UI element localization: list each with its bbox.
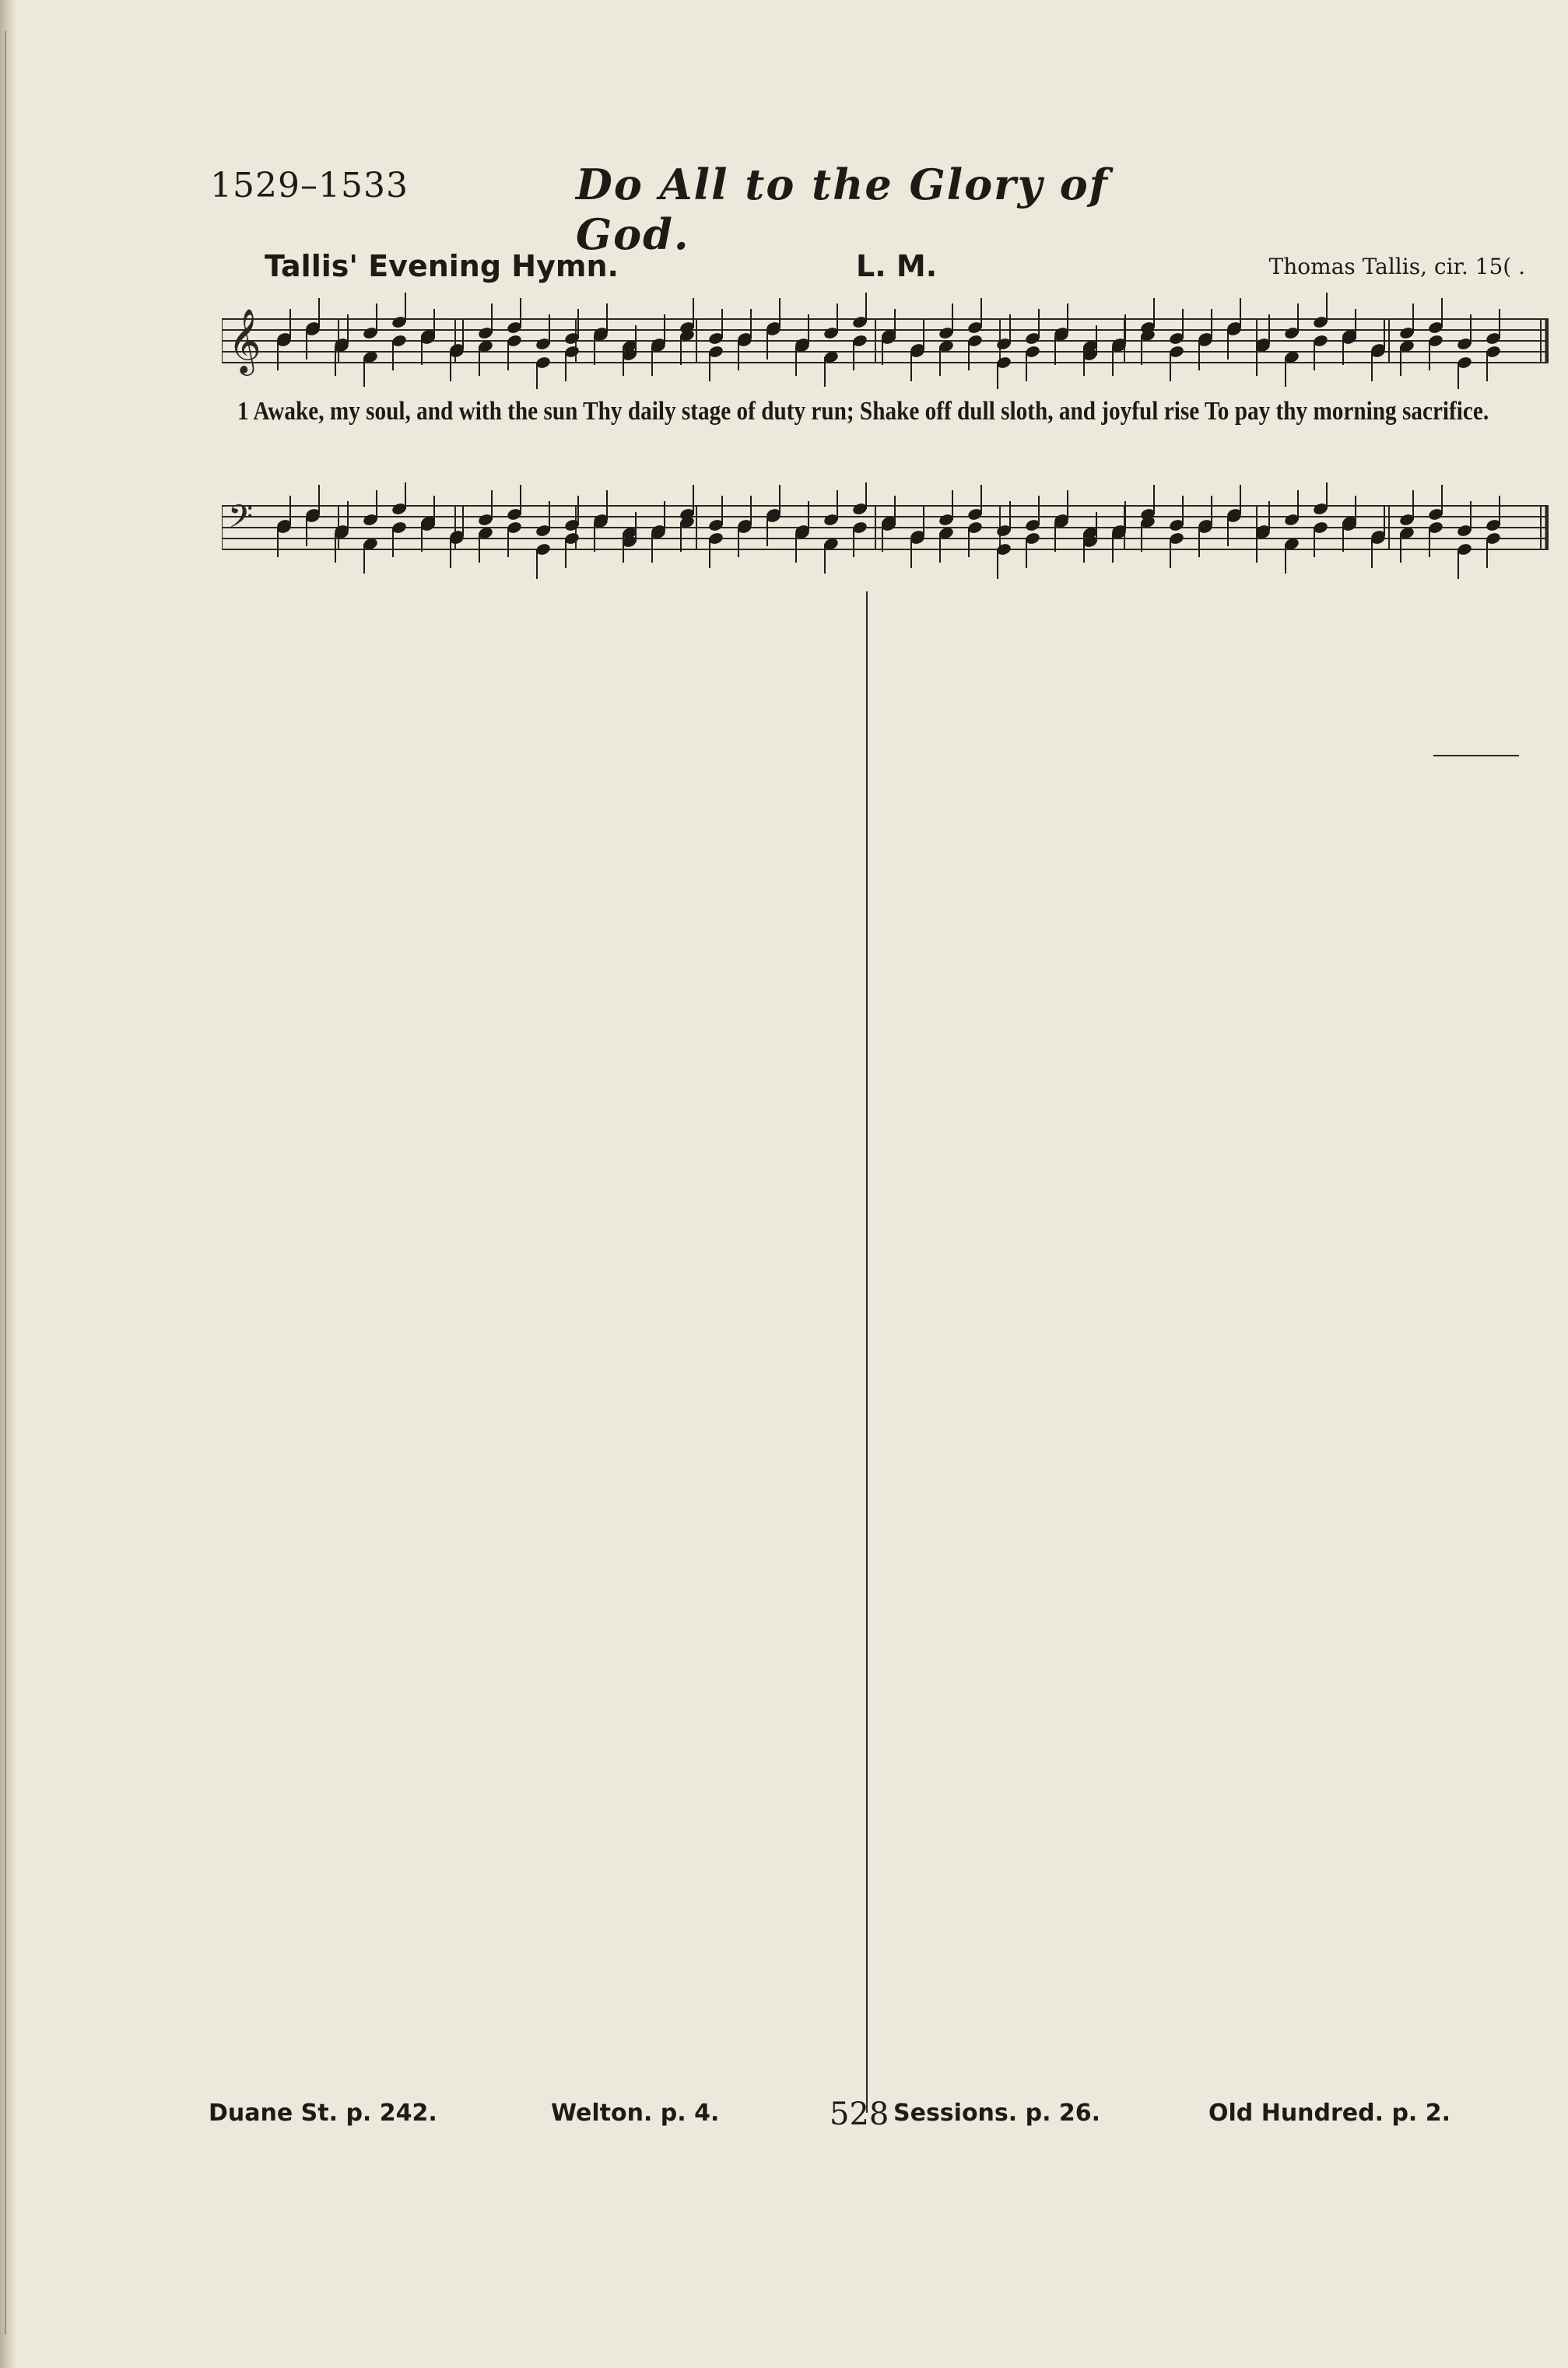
music-underlay-text: 1 Awake, my soul, and with the sun Thy daily stage of duty run; Shake off dull sloth, and joyful rise To pay thy morning sacrifice. xyxy=(237,397,1489,426)
music-score xyxy=(222,288,1549,591)
hymn-header xyxy=(879,591,1533,652)
footer-tune-ref: Duane St. p. 242. xyxy=(209,2100,437,2127)
tune-name: Tallis' Evening Hymn. xyxy=(265,249,619,283)
tune-heading xyxy=(265,249,1525,288)
hymn-header xyxy=(879,781,1533,842)
running-title: Do All to the Glory of God. xyxy=(576,160,1110,259)
hymn-attribution xyxy=(879,744,1525,766)
hymn-1531 xyxy=(879,591,1533,652)
footer-tune-ref: Old Hundred. p. 2. xyxy=(1208,2100,1451,2127)
hymn-1533 xyxy=(879,781,1533,842)
hymn-header xyxy=(209,591,862,652)
hymn-number-range: 1529–1533 xyxy=(210,166,409,205)
bass-staff xyxy=(222,482,1549,591)
treble-clef-icon: 𝄞 xyxy=(228,307,261,373)
column-divider xyxy=(866,591,868,2113)
running-header xyxy=(210,160,1210,259)
hymn-1529 xyxy=(209,591,862,652)
page-binding-edge xyxy=(0,0,17,2368)
footer-tune-ref: Welton. p. 4. xyxy=(551,2100,720,2127)
tune-composer: Thomas Tallis, cir. 15( . xyxy=(1268,254,1525,279)
bass-clef-icon: 𝄢 xyxy=(228,498,254,543)
hymn-1530 xyxy=(209,668,862,728)
hymn-header xyxy=(209,668,862,728)
tune-meter: L. M. xyxy=(856,249,938,283)
footer-tune-ref: Sessions. p. 26. xyxy=(893,2100,1101,2127)
attribution-rule xyxy=(1433,755,1519,756)
binding-line xyxy=(5,31,6,2335)
right-column xyxy=(879,591,1533,858)
hymn-header xyxy=(879,668,1533,728)
page-number: 528 xyxy=(830,2096,889,2132)
page-footer xyxy=(209,2096,1531,2138)
hymn-1532 xyxy=(879,668,1533,766)
treble-staff xyxy=(222,288,1549,389)
left-column xyxy=(209,591,862,744)
